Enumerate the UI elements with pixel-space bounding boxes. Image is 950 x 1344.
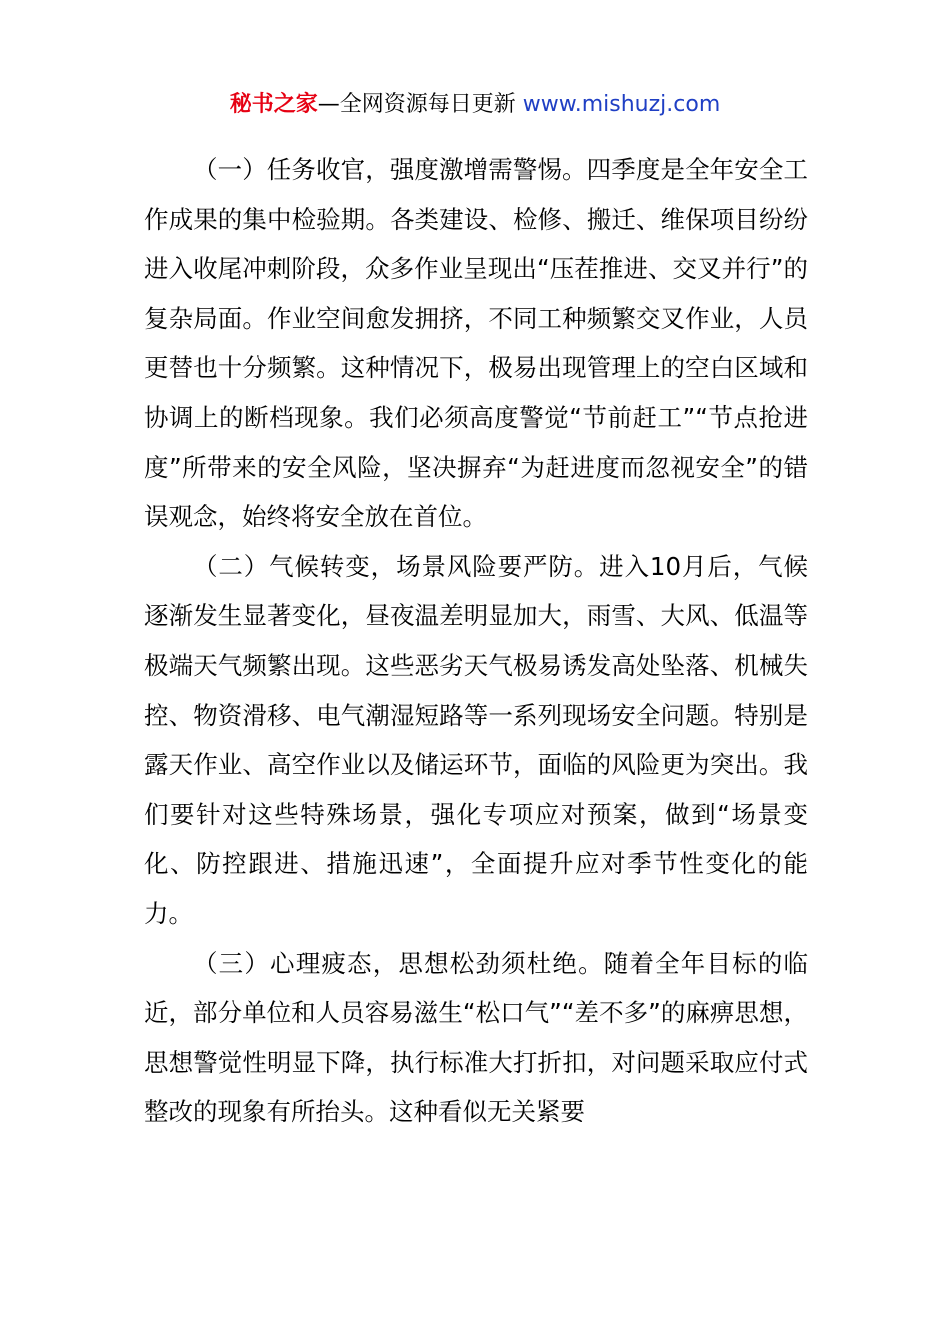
document-body — [144, 145, 808, 1137]
brand-name: 秘书之家 — [229, 92, 318, 117]
paragraph-3: （三）心理疲态，思想松劲须杜绝。随着全年目标的临近，部分单位和人员容易滋生“松口气”“差不多”的麻痹思想，思想警觉性明显下降，执行标准大打折扣，对问题采取应付式整改的现象有所抬头。这种看似无关紧要 — [144, 948, 808, 1127]
paragraph-2: （二）气候转变，场景风险要严防。进入10月后，气候逐渐发生显著变化，昼夜温差明显加大，雨雪、大风、低温等极端天气频繁出现。这些恶劣天气极易诱发高处坠落、机械失控、物资滑移、电气潮湿短路等一系列现场安全问题。特别是露天作业、高空作业以及储运环节，面临的风险更为突出。我们要针对这些特殊场景，强化专项应对预案，做到“场景变化、防控跟进、措施迅速”，全面提升应对季节性变化的能力。 — [144, 551, 808, 928]
paragraph-1: （一）任务收官，强度激增需警惕。四季度是全年安全工作成果的集中检验期。各类建设、检修、搬迁、维保项目纷纷进入收尾冲刺阶段，众多作业呈现出“压茬推进、交叉并行”的复杂局面。作业空间愈发拥挤，不同工种频繁交叉作业，人员更替也十分频繁。这种情况下，极易出现管理上的空白区域和协调上的断档现象。我们必须高度警觉“节前赶工”“节点抢进度”所带来的安全风险，坚决摒弃“为赶进度而忽视安全”的错误观念，始终将安全放在首位。 — [144, 155, 808, 532]
header-tagline: —全网资源每日更新 — [317, 92, 523, 117]
site-header — [0, 88, 950, 122]
site-url-link[interactable]: www.mishuzj.com — [522, 92, 721, 117]
